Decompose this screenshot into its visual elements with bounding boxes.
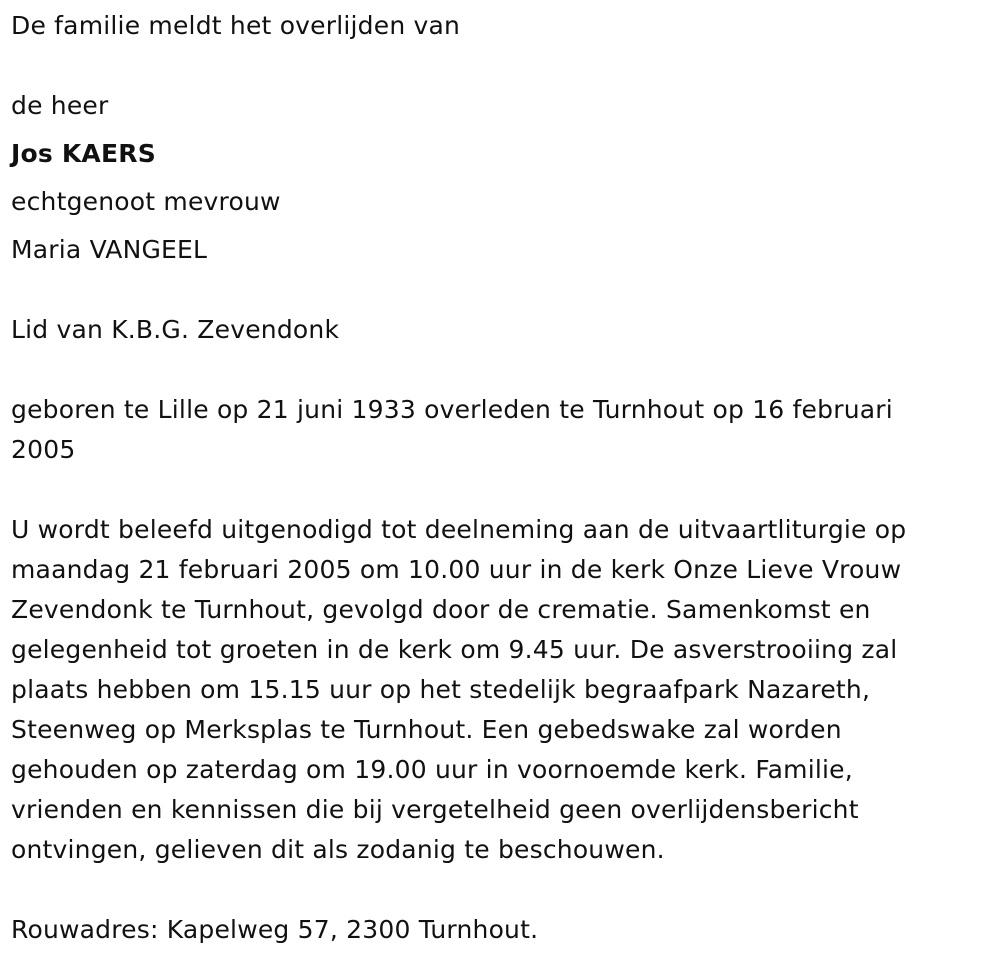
ceremony-line: Zevendonk te Turnhout, gevolgd door de crematie. Samenkomst en bbox=[11, 595, 871, 624]
ceremony-line: vrienden en kennissen die bij vergetelheid geen overlijdensbericht bbox=[11, 795, 859, 824]
mourning-address: Rouwadres: Kapelweg 57, 2300 Turnhout. bbox=[11, 915, 539, 944]
spouse-name: Maria VANGEEL bbox=[11, 235, 208, 264]
spouse-label: echtgenoot mevrouw bbox=[11, 187, 281, 216]
ceremony-line: gehouden op zaterdag om 19.00 uur in voornoemde kerk. Familie, bbox=[11, 755, 853, 784]
ceremony-line: U wordt beleefd uitgenodigd tot deelneming aan de uitvaartliturgie op bbox=[11, 515, 907, 544]
salutation: de heer bbox=[11, 91, 109, 120]
ceremony-line: plaats hebben om 15.15 uur op het stedelijk begraafpark Nazareth, bbox=[11, 675, 871, 704]
ceremony-line: gelegenheid tot groeten in de kerk om 9.45 uur. De asverstrooiing zal bbox=[11, 635, 898, 664]
ceremony-line: maandag 21 februari 2005 om 10.00 uur in de kerk Onze Lieve Vrouw bbox=[11, 555, 902, 584]
membership: Lid van K.B.G. Zevendonk bbox=[11, 315, 340, 344]
birth-death-line-2: 2005 bbox=[11, 435, 76, 464]
birth-death-line-1: geboren te Lille op 21 juni 1933 overleden te Turnhout op 16 februari bbox=[11, 395, 893, 424]
intro-text: De familie meldt het overlijden van bbox=[11, 11, 461, 40]
ceremony-line: ontvingen, gelieven dit als zodanig te beschouwen. bbox=[11, 835, 665, 864]
deceased-name: Jos KAERS bbox=[11, 139, 156, 168]
ceremony-line: Steenweg op Merksplas te Turnhout. Een gebedswake zal worden bbox=[11, 715, 842, 744]
